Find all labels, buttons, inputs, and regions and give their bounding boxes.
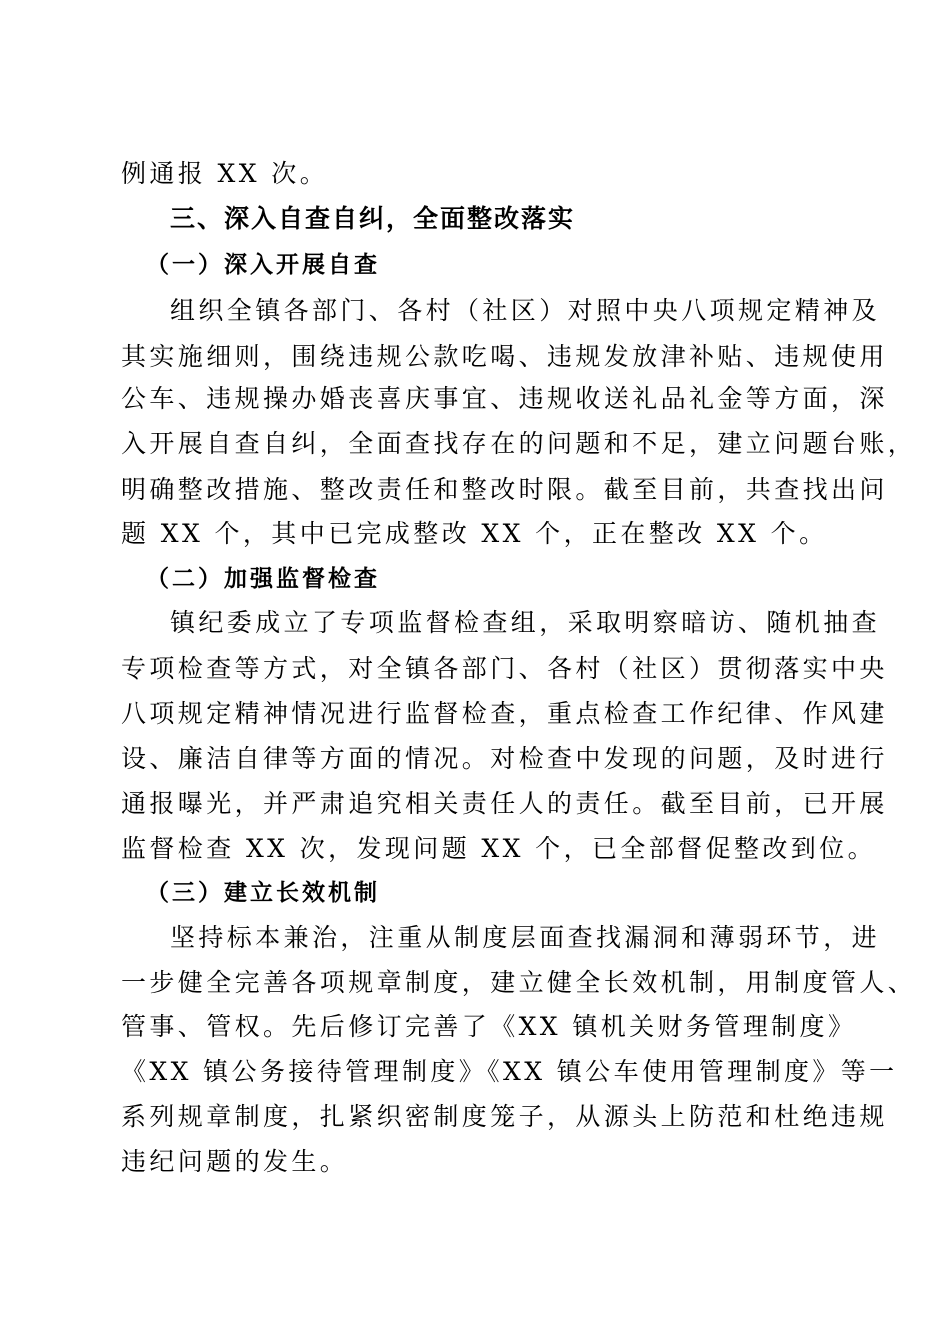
paragraph-line: 系列规章制度，扎紧织密制度笼子，从源头上防范和杜绝违规 [121, 1102, 888, 1131]
paragraph-line: 八项规定精神情况进行监督检查，重点检查工作纪律、作风建 [121, 699, 888, 728]
paragraph-line: 设、廉洁自律等方面的情况。对检查中发现的问题，及时进行 [121, 744, 888, 773]
carry-over-line: 例通报 XX 次。 [121, 159, 329, 188]
subsection-heading-1: （一）深入开展自查 [146, 251, 380, 278]
paragraph-line: 违纪问题的发生。 [121, 1147, 349, 1176]
paragraph-line: 专项检查等方式，对全镇各部门、各村（社区）贯彻落实中央 [121, 654, 888, 683]
paragraph-line: 管事、管权。先后修订完善了《XX 镇机关财务管理制度》 [121, 1012, 857, 1041]
paragraph-line: 组织全镇各部门、各村（社区）对照中央八项规定精神及 [170, 296, 881, 325]
paragraph-line: 监督检查 XX 次，发现问题 XX 个，已全部督促整改到位。 [121, 834, 876, 863]
paragraph-line: 镇纪委成立了专项监督检查组，采取明察暗访、随机抽查 [170, 608, 881, 637]
subsection-heading-2: （二）加强监督检查 [146, 565, 380, 592]
paragraph-line: 入开展自查自纠，全面查找存在的问题和不足，建立问题台账， [121, 429, 917, 458]
paragraph-line: 一步健全完善各项规章制度，建立健全长效机制，用制度管人、 [121, 968, 917, 997]
paragraph-line: 题 XX 个，其中已完成整改 XX 个，正在整改 XX 个。 [121, 519, 828, 548]
paragraph-line: 通报曝光，并严肃追究相关责任人的责任。截至目前，已开展 [121, 789, 888, 818]
paragraph-line: 公车、违规操办婚丧喜庆事宜、违规收送礼品礼金等方面，深 [121, 384, 888, 413]
paragraph-line: 坚持标本兼治，注重从制度层面查找漏洞和薄弱环节，进 [170, 923, 881, 952]
paragraph-line: 《XX 镇公务接待管理制度》《XX 镇公车使用管理制度》等一 [121, 1057, 898, 1086]
paragraph-line: 其实施细则，围绕违规公款吃喝、违规发放津补贴、违规使用 [121, 342, 888, 371]
paragraph-line: 明确整改措施、整改责任和整改时限。截至目前，共查找出问 [121, 475, 888, 504]
subsection-heading-3: （三）建立长效机制 [146, 879, 380, 906]
section-heading: 三、深入自查自纠，全面整改落实 [170, 204, 576, 233]
